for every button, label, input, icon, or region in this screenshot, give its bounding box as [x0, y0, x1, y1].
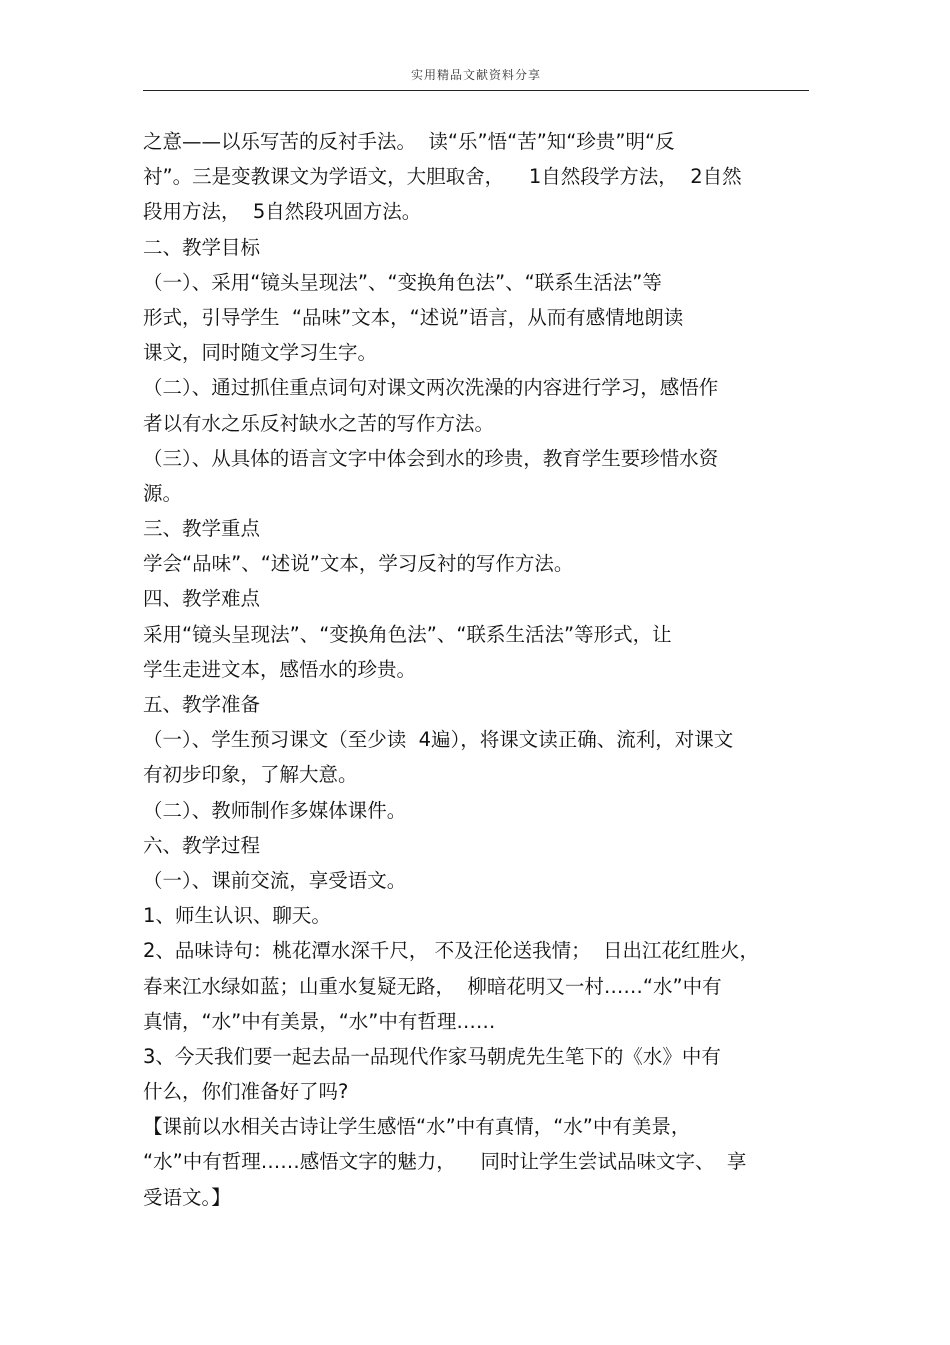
text-line: 之意——以乐写苦的反衬手法。 读“乐”悟“苦”知“珍贵”明“反 — [143, 130, 675, 153]
text-line: 受语文。】 — [143, 1185, 231, 1209]
text-line: 形式，引导学生 “品味”文本，“述说”语言，从而有感情地朗读 — [143, 305, 684, 329]
text-line: （二）、通过抓住重点词句对课文两次洗澡的内容进行学习，感悟作 — [143, 376, 719, 400]
text-line: 段用方法， 5自然段巩固方法。 — [143, 200, 422, 224]
section-heading-preparation: 五、教学准备 — [143, 693, 261, 716]
text-line: 者以有水之乐反衬缺水之苦的写作方法。 — [143, 411, 495, 435]
text-line: （一）、采用“镜头呈现法”、“变换角色法”、“联系生活法”等 — [143, 270, 662, 294]
text-line: （一）、课前交流，享受语文。 — [143, 868, 407, 892]
text-line: 学会“品味”、“述说”文本，学习反衬的写作方法。 — [143, 552, 574, 576]
text-line: 【课前以水相关古诗让学生感悟“水”中有真情，“水”中有美景， — [143, 1115, 691, 1139]
section-heading-difficulties: 四、教学难点 — [143, 587, 261, 611]
text-line: （三）、从具体的语言文字中体会到水的珍贵，教育学生要珍惜水资 — [143, 446, 719, 470]
text-line: 什么，你们准备好了吗? — [143, 1080, 349, 1104]
text-line: 采用“镜头呈现法”、“变换角色法”、“联系生活法”等形式，让 — [143, 622, 672, 646]
text-line: （二）、教师制作多媒体课件。 — [143, 798, 407, 822]
text-line: 1、师生认识、聊天。 — [143, 904, 331, 928]
text-line: “水”中有哲理……感悟文字的魅力， 同时让学生尝试品味文字、 享 — [143, 1150, 747, 1174]
section-heading-teaching-goals: 二、教学目标 — [143, 235, 261, 259]
text-line: 2、品味诗句：桃花潭水深千尺， 不及汪伦送我情； 日出江花红胜火， — [143, 939, 760, 963]
text-line: 3、今天我们要一起去品一品现代作家马朝虎先生笔下的《水》中有 — [143, 1044, 721, 1068]
text-line: （一）、学生预习课文（至少读 4遍），将课文读正确、流利，对课文 — [143, 728, 734, 752]
text-line: 真情，“水”中有美景，“水”中有哲理…… — [143, 1009, 496, 1033]
text-line: 衬”。三是变教课文为学语文，大胆取舍， 1自然段学方法， 2自然 — [143, 165, 742, 189]
header-divider — [143, 90, 809, 91]
text-line: 课文，同时随文学习生字。 — [143, 341, 378, 365]
text-line: 源。 — [143, 481, 183, 505]
text-line: 有初步印象，了解大意。 — [143, 763, 358, 787]
page-header: 实用精品文献资料分享 — [410, 68, 541, 82]
section-heading-key-points: 三、教学重点 — [143, 517, 261, 541]
text-line: 春来江水绿如蓝；山重水复疑无路， 柳暗花明又一村……“水”中有 — [143, 974, 722, 998]
section-heading-process: 六、教学过程 — [143, 833, 261, 857]
document-body — [143, 124, 813, 1215]
text-line: 学生走进文本，感悟水的珍贵。 — [143, 657, 417, 681]
